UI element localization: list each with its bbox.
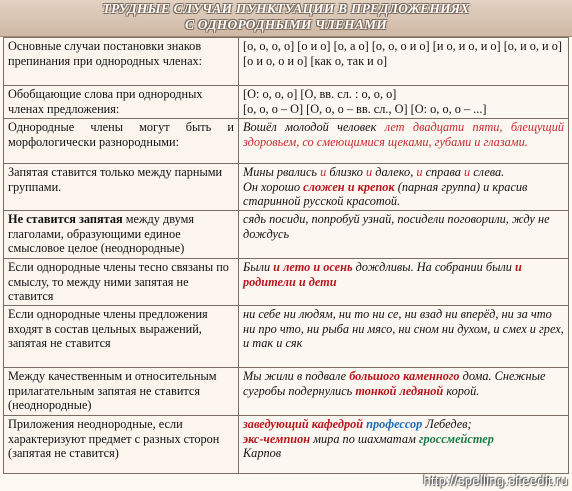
example-segment: [о, о, о, о] [о и о] [о, а о] [о, о, о и о] [и о, и о, и о] [о, и о, и о] [о и о, о и о] [как о, так и о] [243, 39, 562, 68]
rule-description: Запятая ставится только между парными группами. [4, 164, 239, 211]
example-segment: и лето и осень [273, 260, 353, 274]
table-row [4, 368, 569, 416]
example-segment: сядь посиди, попробуй узнай, посидели поговорили, жду не дождусь [243, 212, 550, 241]
example-segment: Мины рвались [243, 165, 321, 179]
example-segment: и [416, 165, 423, 179]
table-row [4, 86, 569, 119]
rule-description: Если однородные члены тесно связаны по смыслу, то между ними запятая не ставится [4, 259, 239, 306]
example-segment: корой. [443, 383, 480, 398]
example-segment: справа [422, 165, 464, 179]
example-segment: и [463, 165, 471, 179]
rule-description: Между качественным и относительным прилагательным запятая не ставится (неоднородные) [4, 368, 239, 416]
example-segment: (парная группа) и красив старинной русской красотой. [243, 179, 528, 209]
example-segment: сложен и крепок [303, 179, 395, 194]
example-segment: ни себе ни людям, ни то ни се, ни взад ни вперёд, ни за что ни про что, ни рыба ни мясо, ни сном ни духом, и смех и грех, и так и сяк [243, 307, 564, 351]
example-segment: мира по шахматам [310, 431, 419, 446]
title-line-2: С ОДНОРОДНЫМИ ЧЛЕНАМИ [184, 17, 387, 32]
rule-description: Если однородные члены предложения входят в состав цельных выражений, запятая не ставится [4, 306, 239, 368]
example-segment: [О: о, о, о] [О, вв. сл. : о, о, о] [243, 87, 397, 101]
example-segment: далеко, [372, 165, 417, 179]
example-segment: Вошёл молодой человек [243, 120, 385, 134]
example-segment: лет двадцати пяти, блещущий здоровьем, со смеющимися щеками, губами и глазами. [243, 120, 564, 149]
table-row [4, 119, 569, 164]
rule-example [239, 368, 569, 416]
rule-example [239, 38, 569, 86]
rule-example [239, 306, 569, 368]
table-row [4, 211, 569, 259]
example-segment: и [366, 165, 373, 179]
example-segment: [о, о, о – О] [О, о, о – вв. сл., О] [О: о, о, о – ...] [243, 101, 487, 116]
table-row [4, 306, 569, 368]
example-segment: Были [243, 260, 274, 274]
rule-example [239, 86, 569, 119]
rule-description: Обобщающие слова при однородных членах предложения: [4, 86, 239, 119]
example-segment: экс-чемпион [243, 431, 311, 446]
table-row [4, 164, 569, 211]
example-segment: большого каменного [349, 369, 460, 383]
rule-description: Приложения неоднородные, если характеризуют предмет с разных сторон (запятая не ставится) [4, 416, 239, 474]
example-segment: слева. [470, 165, 505, 179]
example-segment: близко [326, 165, 367, 179]
rule-description [4, 211, 239, 259]
table-row [4, 38, 569, 86]
example-segment: профессор [366, 417, 423, 431]
example-segment: Он хорошо [243, 179, 304, 194]
rule-description-text: между двумя глаголами, образующими единое смысловое целое (неоднородные) [8, 212, 195, 256]
rule-description: Основные случаи постановки знаков препинания при однородных членах: [4, 38, 239, 86]
example-segment: и [320, 165, 327, 179]
rule-example [239, 211, 569, 259]
title-line-1: ТРУДНЫЕ СЛУЧАИ ПУНКТУАЦИИ В ПРЕДЛОЖЕНИЯХ [102, 1, 470, 16]
example-segment: тонкой ледяной [355, 383, 444, 398]
example-segment: Мы жили в подвале [243, 369, 350, 383]
example-segment: заведующий кафедрой [243, 417, 364, 431]
table-row [4, 259, 569, 306]
example-segment: дождливы. На собрании были [352, 260, 516, 274]
rules-table [3, 37, 569, 474]
table-row [4, 416, 569, 474]
example-segment: Лебедев; [422, 417, 472, 431]
rule-emphasis: Не ставится запятая [8, 212, 123, 226]
example-segment: дома. Снежные сугробы подернулись [243, 369, 546, 398]
rule-example [239, 119, 569, 164]
page-title [0, 0, 572, 37]
rule-example [239, 164, 569, 211]
watermark: http://spelling.siteedit.ru [423, 473, 568, 488]
example-segment: и родители и дети [243, 260, 522, 289]
example-segment: Карпов [243, 446, 282, 461]
rule-example [239, 259, 569, 306]
rule-description: Однородные члены могут быть и морфологически разнородными: [4, 119, 239, 164]
example-segment: гроссмейстер [418, 431, 494, 446]
rule-example [239, 416, 569, 474]
